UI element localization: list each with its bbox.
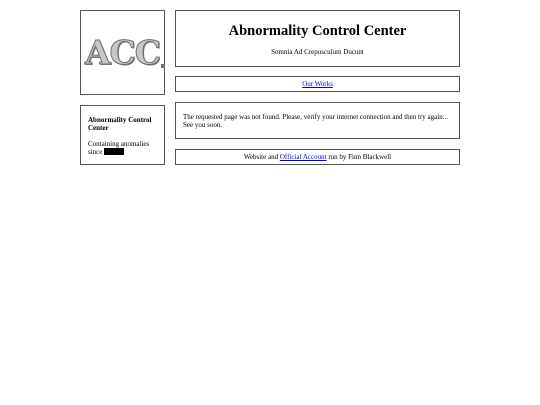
footer-box bbox=[175, 149, 460, 165]
acc-logo bbox=[84, 33, 161, 72]
footer-suffix: run by Finn Blackwell bbox=[326, 153, 392, 161]
page-title: Abnormality Control Center bbox=[228, 23, 407, 39]
tagline-text: Containing anomalies since bbox=[88, 140, 150, 156]
redacted-bar bbox=[104, 148, 124, 155]
official-account-link[interactable]: Official Account bbox=[279, 153, 327, 161]
error-message: The requested page was not found. Please, verify your internet connection and then try again... See you soon. bbox=[183, 113, 448, 129]
nav-box bbox=[175, 76, 460, 92]
site-motto: Somnia Ad Crepusculum Ducunt bbox=[271, 48, 364, 56]
logo-dot bbox=[161, 64, 165, 68]
sidebar-box bbox=[80, 105, 165, 165]
sidebar-tagline bbox=[88, 140, 157, 156]
logo-text: ACC bbox=[84, 33, 161, 72]
header-box bbox=[175, 10, 460, 67]
our-works-link[interactable]: Our Works bbox=[302, 80, 333, 88]
sidebar-title: Abnormality Control Center bbox=[88, 116, 152, 132]
footer-prefix: Website and bbox=[243, 153, 280, 161]
error-message-box bbox=[175, 102, 460, 139]
logo-box bbox=[80, 10, 165, 95]
